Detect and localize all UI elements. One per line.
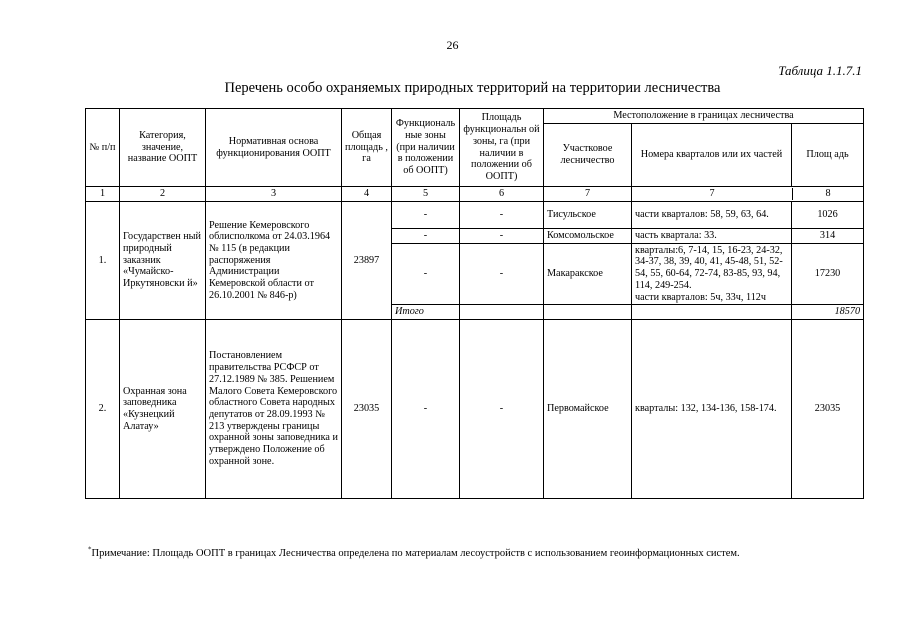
column-number: 7	[632, 188, 793, 200]
row-num: 2.	[86, 320, 120, 499]
column-number: 3	[206, 187, 342, 202]
table-row	[86, 202, 864, 229]
column-number: 7	[544, 187, 632, 202]
header-zone-area: Площадь функциональн ой зоны, га (при наличии в положении об ООПТ)	[460, 109, 544, 187]
header-basis: Нормативная основа функционирования ООПТ	[206, 109, 342, 187]
header-num: № п/п	[86, 109, 120, 187]
quarters-list: кварталы:6, 7-14, 15, 16-23, 24-32, 34-37, 38, 39, 40, 41, 45-48, 51, 52-54, 55, 60-64, 72-74, 83-85, 93, 94, 114, 249-254.	[635, 244, 783, 291]
ootp-name: Охранная зона заповедника «Кузнецкий Алатау»	[120, 320, 206, 499]
quarters-cell: части кварталов: 58, 59, 63, 64.	[632, 202, 792, 229]
table-row	[86, 320, 864, 499]
area-cell: 17230	[792, 243, 864, 305]
quarters-cell: кварталы: 132, 134-136, 158-174.	[632, 320, 792, 499]
zone-area-cell: -	[460, 202, 544, 229]
ootp-basis: Постановлением правительства РСФСР от 27.12.1989 № 385. Решением Малого Совета Кемеровского областного Совета народных депутатов от 28.09.1993 № 213 утверждены границы охранной зоны заповедника и утверждено Положение об охранной зоне.	[206, 320, 342, 499]
zone-area-cell: -	[460, 229, 544, 244]
header-area: Площ адь	[792, 124, 864, 187]
zone-cell: -	[392, 229, 460, 244]
header-total-area: Общая площадь , га	[342, 109, 392, 187]
header-category: Категория, значение, название ООПТ	[120, 109, 206, 187]
page-number: 26	[446, 38, 459, 52]
itogo-value: 18570	[792, 305, 864, 320]
header-quarters: Номера кварталов или их частей	[632, 124, 792, 187]
header-location: Местоположение в границах лесничества	[544, 109, 864, 124]
zone-cell: -	[392, 320, 460, 499]
row-num: 1.	[86, 202, 120, 320]
column-number: 6	[460, 187, 544, 202]
document-title: Перечень особо охраняемых природных территорий на территории лесничества	[224, 80, 721, 96]
forestry-cell: Первомайское	[544, 320, 632, 499]
quarters-cell: часть квартала: 33.	[632, 229, 792, 244]
column-number: 8	[825, 188, 831, 200]
header-forestry: Участковое лесничество	[544, 124, 632, 187]
area-cell: 314	[792, 229, 864, 244]
footnote-text: Примечание: Площадь ООПТ в границах Лесничества определена по материалам лесоустройств с использованием геоинформационных систем.	[91, 548, 740, 559]
forestry-cell: Тисульское	[544, 202, 632, 229]
ootp-table	[85, 108, 864, 499]
forestry-cell: Макаракское	[544, 243, 632, 305]
footnote	[88, 545, 740, 559]
zone-cell: -	[392, 202, 460, 229]
footnote-mark: *	[88, 545, 92, 554]
area-cell: 23035	[792, 320, 864, 499]
itogo-label: Итого	[392, 305, 460, 320]
forestry-cell: Комсомольское	[544, 229, 632, 244]
ootp-basis: Решение Кемеровского облисполкома от 24.03.1964 № 115 (в редакции распоряжения Администрации Кемеровской области от 26.10.2001 № 846-р)	[206, 202, 342, 320]
ootp-name: Государствен ный природный заказник «Чумайско-Иркутяновски й»	[120, 202, 206, 320]
quarters-cell	[632, 243, 792, 305]
zone-area-cell: -	[460, 243, 544, 305]
area-cell: 1026	[792, 202, 864, 229]
quarters-partial: части кварталов: 5ч, 33ч, 112ч	[635, 291, 767, 303]
column-number: 4	[342, 187, 392, 202]
ootp-total-area: 23035	[342, 320, 392, 499]
column-number: 5	[392, 187, 460, 202]
ootp-total-area: 23897	[342, 202, 392, 320]
zone-area-cell: -	[460, 320, 544, 499]
zone-cell: -	[392, 243, 460, 305]
table-id: Таблица 1.1.7.1	[778, 63, 862, 78]
header-zones: Функциональ ные зоны (при наличии в положении об ООПТ)	[392, 109, 460, 187]
column-number-row	[86, 187, 864, 202]
column-number: 1	[86, 187, 120, 202]
column-number: 2	[120, 187, 206, 202]
